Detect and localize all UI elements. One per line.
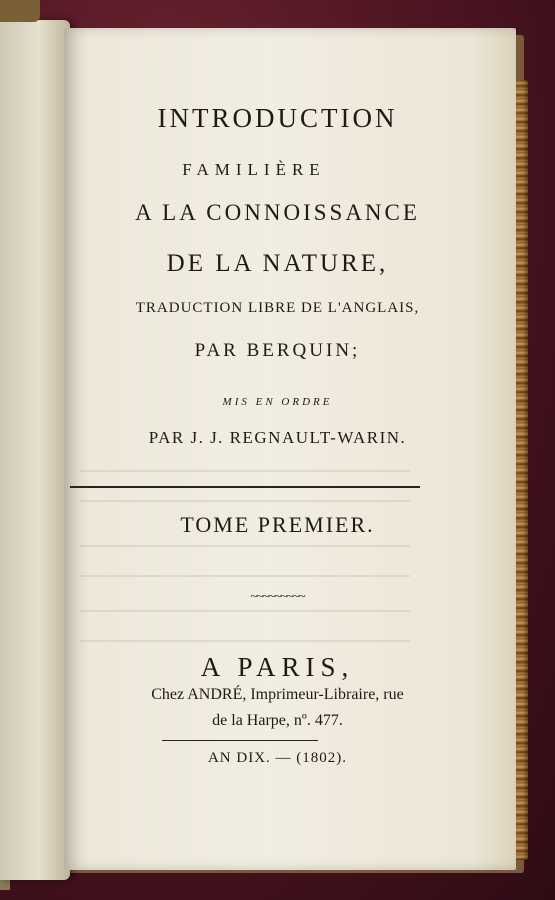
city-line: A PARIS,	[200, 652, 355, 682]
title-line-3: A LA CONNOISSANCE	[135, 200, 420, 225]
title-line-1: INTRODUCTION	[157, 103, 398, 133]
volume-heading: TOME PREMIER.	[180, 512, 375, 537]
title-line-4: DE LA NATURE,	[166, 250, 389, 277]
show-through	[80, 545, 410, 547]
author-line: PAR BERQUIN;	[194, 340, 361, 361]
title-line-2: FAMILIÈRE	[182, 160, 326, 179]
title-page	[64, 28, 516, 870]
double-rule	[70, 486, 420, 488]
date-line: AN DIX. — (1802).	[207, 750, 348, 766]
board-corner	[0, 0, 40, 22]
translation-note: TRADUCTION LIBRE DE L'ANGLAIS,	[135, 300, 420, 316]
show-through	[80, 470, 410, 472]
show-through	[80, 640, 410, 642]
editor-intro: MIS EN ORDRE	[222, 396, 333, 408]
editor-line: PAR J. J. REGNAULT-WARIN.	[148, 428, 407, 447]
publisher-line-1: Chez ANDRÉ, Imprimeur-Libraire, rue	[151, 686, 404, 703]
show-through	[80, 500, 410, 502]
show-through	[80, 575, 410, 577]
show-through	[80, 610, 410, 612]
imprint-rule	[162, 740, 318, 741]
ornament-rule: ~~~~~~~~~	[250, 588, 305, 603]
publisher-line-2: de la Harpe, nº. 477.	[212, 712, 343, 729]
